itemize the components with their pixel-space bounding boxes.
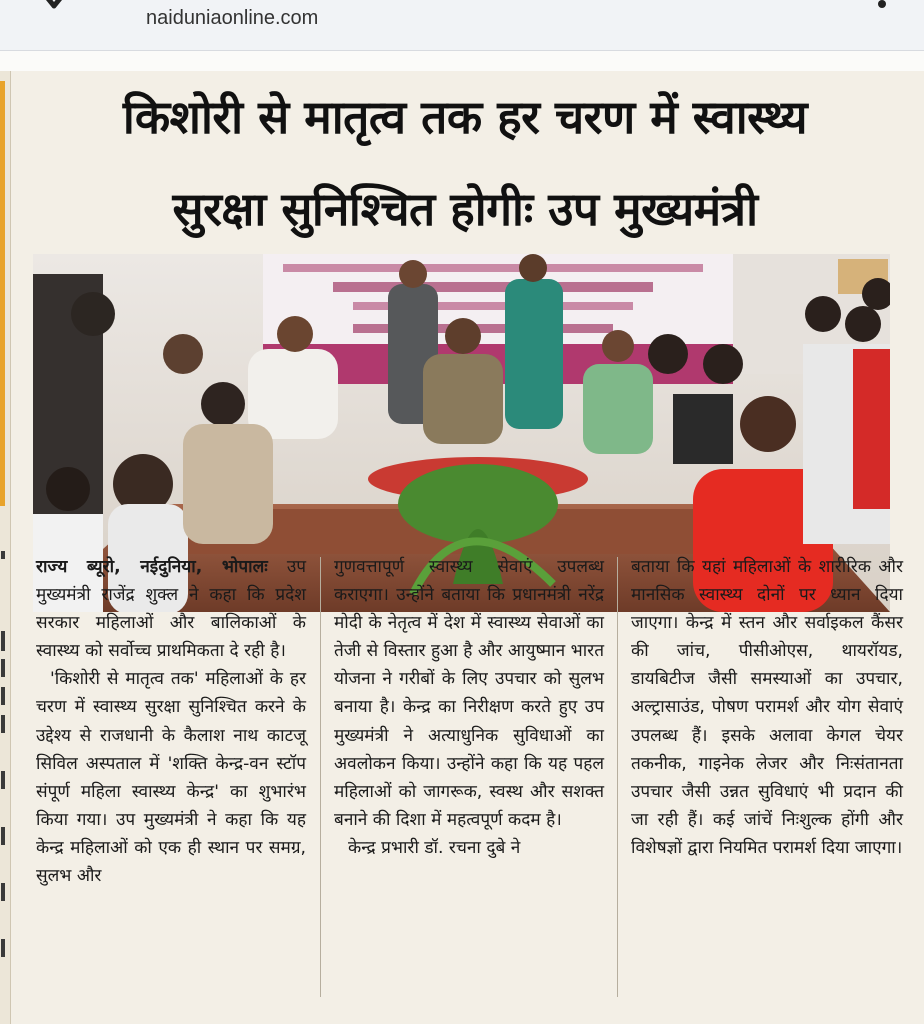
- paragraph: केन्द्र प्रभारी डॉ. रचना दुबे ने: [348, 837, 521, 858]
- more-options-icon[interactable]: [872, 0, 892, 16]
- newspaper-clipping: [0, 71, 924, 1024]
- accent-bar: [0, 81, 5, 506]
- column-rule: [320, 557, 321, 997]
- page-gap: [0, 51, 924, 71]
- adjacent-column-edge: [0, 71, 11, 1024]
- paragraph: 'किशोरी से मातृत्व तक' महिलाओं के हर चरण में स्वास्थ्य सुरक्षा सुनिश्चित करने के उद्देश्य से राजधानी के कैलाश नाथ काटजू सिविल अस्पताल में 'शक्ति केन्द्र-वन स्टॉप संपूर्ण महिला स्वास्थ्य केन्द्र' का शुभारंभ किया गया। उप मुख्यमंत्री ने कहा कि यह केन्द्र महिलाओं को एक ही स्थान पर समग्र, सुलभ और: [36, 669, 306, 887]
- close-icon[interactable]: [32, 0, 72, 16]
- url-text[interactable]: naiduniaonline.com: [146, 7, 319, 29]
- article-column-2: [334, 553, 604, 862]
- headline-line-1: किशोरी से मातृत्व तक हर चरण में स्वास्थ्य: [122, 90, 808, 144]
- browser-url-bar[interactable]: [0, 0, 924, 51]
- column-rule: [617, 557, 618, 997]
- headline-line-2: सुरक्षा सुनिश्चित होगीः उप मुख्यमंत्री: [172, 182, 758, 236]
- paragraph: गुणवत्तापूर्ण स्वास्थ्य सेवाएं उपलब्ध कराएगा। उन्होंने बताया कि प्रधानमंत्री नरेंद्र मोदी के नेतृत्व में देश में स्वास्थ्य सेवाओं का तेजी से विस्तार हुआ है और आयुष्मान भारत योजना ने गरीबों के लिए उपचार को सुलभ बनाया है। केन्द्र का निरीक्षण करते हुए उप मुख्यमंत्री ने अत्याधुनिक सुविधाओं का अवलोकन किया। उन्होंने कहा कि यह पहल महिलाओं को जागरूक, स्वस्थ और सशक्त बनाने की दिशा में महत्वपूर्ण कदम है।: [334, 557, 604, 830]
- byline: राज्य ब्यूरो, नईदुनिया, भोपालः: [36, 557, 268, 577]
- article-column-1: [36, 553, 306, 890]
- paragraph: बताया कि यहां महिलाओं के शारीरिक और मानसिक स्वास्थ्य दोनों पर ध्यान दिया जाएगा। केन्द्र में स्तन और सर्वाइकल कैंसर की जांच, पीसीओएस, थायरॉयड, डायबिटीज जैसी समस्याओं का उपचार, अल्ट्रासाउंड, पोषण परामर्श और योग सेवाएं उपलब्ध हैं। इसके अलावा केगल चेयर तकनीक, गाइनेक लेजर और निःसंतानता उपचार जैसी उन्नत सुविधाएं भी प्रदान की जा रही हैं। कई जांचें निःशुल्क होंगी और विशेषज्ञों द्वारा नियमित परामर्श दिया जाएगा।: [631, 557, 903, 858]
- paragraph: राज्य ब्यूरो, नईदुनिया, भोपालः उप मुख्यमंत्री राजेंद्र शुक्ल ने कहा कि प्रदेश सरकार महिलाओं और बालिकाओं के स्वास्थ्य को सर्वोच्च प्राथमिकता दे रही है।: [36, 557, 306, 662]
- article-column-3: [631, 553, 903, 862]
